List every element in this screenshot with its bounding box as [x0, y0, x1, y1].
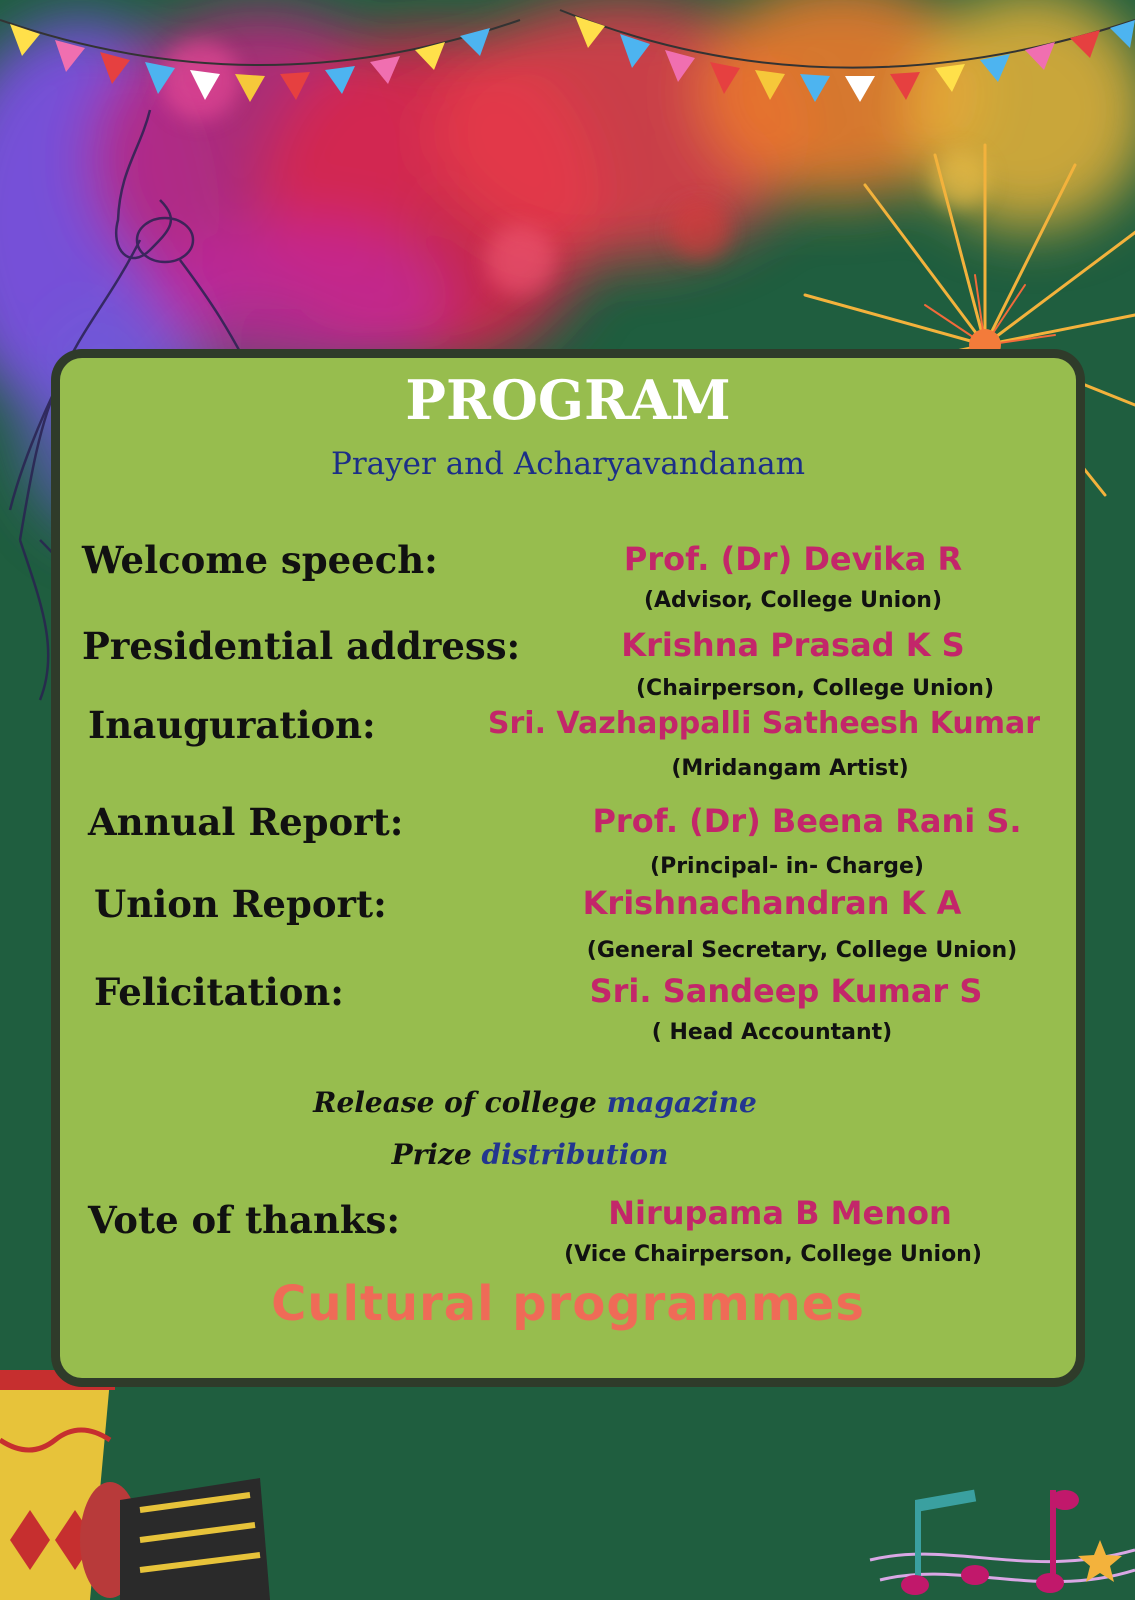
release-magazine	[313, 1086, 757, 1119]
role-presidential-address: (Chairperson, College Union)	[636, 676, 994, 701]
subtitle-prayer: Prayer and Acharyavandanam	[331, 446, 805, 482]
label-welcome-speech: Welcome speech:	[82, 538, 438, 582]
release-part1: Release of college	[313, 1086, 597, 1119]
drum-illustration	[0, 1370, 270, 1600]
role-annual-report: (Principal- in- Charge)	[650, 854, 924, 879]
name-annual-report: Prof. (Dr) Beena Rani S.	[592, 802, 1022, 840]
music-notes	[870, 1490, 1135, 1595]
prize-part2: distribution	[481, 1138, 669, 1171]
name-union-report: Krishnachandran K A	[582, 884, 962, 922]
prize-distribution	[392, 1138, 669, 1171]
label-vote-of-thanks: Vote of thanks:	[88, 1198, 400, 1242]
name-presidential-address: Krishna Prasad K S	[621, 626, 965, 664]
label-inauguration: Inauguration:	[88, 703, 376, 747]
page-title: PROGRAM	[405, 368, 731, 432]
cultural-programmes: Cultural programmes	[271, 1276, 865, 1332]
label-presidential-address: Presidential address:	[82, 624, 521, 668]
role-welcome-speech: (Advisor, College Union)	[643, 588, 943, 613]
label-felicitation: Felicitation:	[94, 970, 344, 1014]
name-welcome-speech: Prof. (Dr) Devika R	[623, 540, 963, 578]
role-felicitation: ( Head Accountant)	[651, 1020, 893, 1045]
role-union-report: (General Secretary, College Union)	[586, 938, 1018, 963]
program-card	[60, 358, 1076, 1378]
release-part2: magazine	[606, 1086, 757, 1119]
name-inauguration: Sri. Vazhappalli Satheesh Kumar	[487, 706, 1041, 741]
label-annual-report: Annual Report:	[88, 800, 404, 844]
role-inauguration: (Mridangam Artist)	[671, 756, 909, 781]
role-vote-of-thanks: (Vice Chairperson, College Union)	[564, 1242, 982, 1267]
label-union-report: Union Report:	[94, 882, 387, 926]
name-vote-of-thanks: Nirupama B Menon	[608, 1194, 952, 1232]
name-felicitation: Sri. Sandeep Kumar S	[589, 972, 983, 1010]
prize-part1: Prize	[391, 1138, 472, 1171]
